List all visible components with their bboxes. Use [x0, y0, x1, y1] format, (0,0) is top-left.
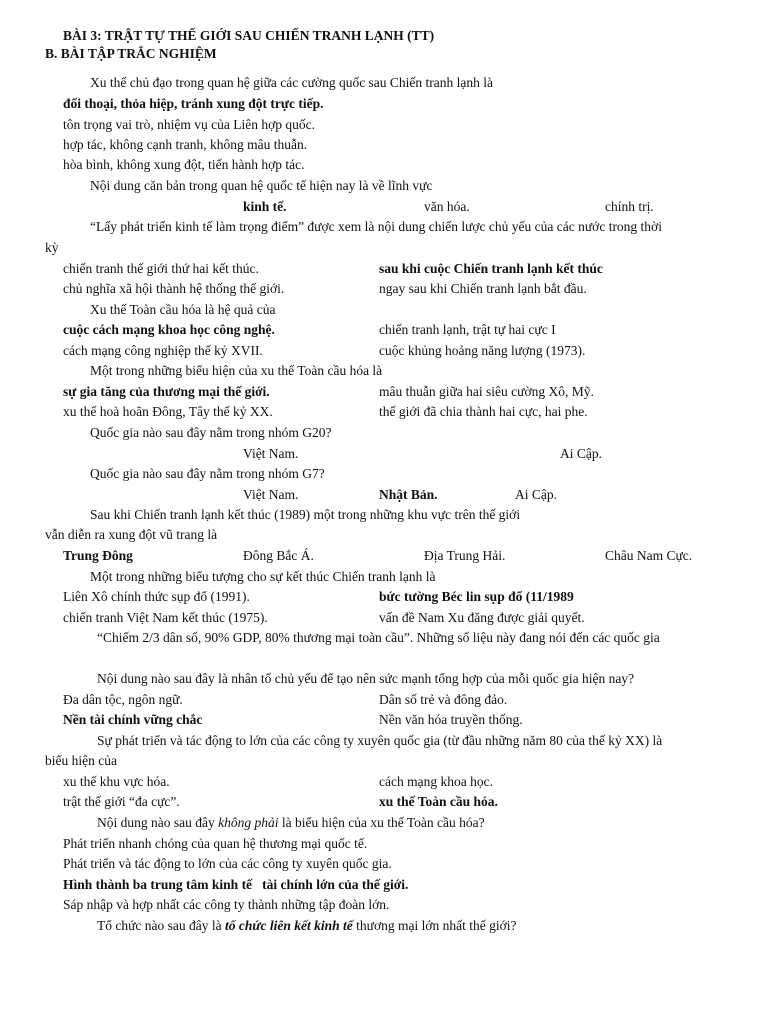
q12-option-a: xu thế khu vực hóa. [63, 774, 170, 789]
q13-option-b: Phát triển và tác động to lớn của các công ty xuyên quốc gia. [63, 856, 392, 871]
q9-option-c: chiến tranh Việt Nam kết thúc (1975). [63, 610, 268, 625]
q10-stem: “Chiếm 2/3 dân số, 90% GDP, 80% thương mại toàn cầu”. Những số liệu này đang nói đến các quốc gia [97, 630, 660, 645]
q6-option-a: Việt Nam. [243, 446, 299, 461]
q13-stem-pre: Nội dung nào sau đây [97, 815, 219, 830]
q3-option-c: chủ nghĩa xã hội thành hệ thống thế giới. [63, 281, 285, 296]
q4-option-d: cuộc khủng hoảng năng lượng (1973). [379, 343, 586, 358]
q13-option-d: Sáp nhập và hợp nhất các công ty thành những tập đoàn lớn. [63, 897, 390, 912]
q5-stem: Một trong những biểu hiện của xu thế Toàn cầu hóa là [90, 363, 383, 378]
q6-option-b: Ai Cập. [560, 446, 602, 461]
q2-option-c: chính trị. [605, 199, 654, 214]
q1-option-d: hòa bình, không xung đột, tiến hành hợp tác. [63, 157, 305, 172]
q9-stem: Một trong những biểu tượng cho sự kết thúc Chiến tranh lạnh là [90, 569, 436, 584]
q3-stem: “Lấy phát triển kinh tế làm trọng điểm” được xem là nội dung chiến lược chủ yếu của các nước trong thời [90, 219, 662, 234]
q5-option-c: xu thế hoà hoãn Đông, Tây thế kỷ XX. [63, 404, 273, 419]
q8-option-a: Trung Đông [63, 548, 133, 563]
q11-option-b: Dân số trẻ và đông đảo. [379, 692, 508, 707]
q2-stem: Nội dung căn bản trong quan hệ quốc tế hiện nay là về lĩnh vực [90, 178, 433, 193]
q4-option-a: cuộc cách mạng khoa học công nghệ. [63, 322, 275, 337]
q13-stem-post: là biểu hiện của xu thế Toàn cầu hóa? [278, 815, 485, 830]
q4-option-c: cách mạng công nghiệp thế kỷ XVII. [63, 343, 263, 358]
q7-option-b: Nhật Bản. [379, 487, 438, 502]
q3-stem-cont: kỳ [45, 240, 59, 255]
q11-option-c: Nền tài chính vững chắc [63, 712, 203, 727]
q5-option-a: sự gia tăng của thương mại thế giới. [63, 384, 270, 399]
q9-option-d: vấn đề Nam Xu đăng được giải quyết. [379, 610, 585, 625]
section-heading: B. BÀI TẬP TRẮC NGHIỆM [45, 46, 217, 61]
q6-stem: Quốc gia nào sau đây nằm trong nhóm G20? [90, 425, 332, 440]
q12-option-c: trật thế giới “đa cực”. [63, 794, 180, 809]
q14-stem-emphasis: tổ chức liên kết kinh tế [225, 918, 353, 933]
q1-stem: Xu thế chủ đạo trong quan hệ giữa các cường quốc sau Chiến tranh lạnh là [90, 75, 494, 90]
q14-stem-post: thương mại lớn nhất thế giới? [352, 918, 517, 933]
q11-option-d: Nền văn hóa truyền thống. [379, 712, 523, 727]
q4-option-b: chiến tranh lạnh, trật tự hai cực I [379, 322, 556, 337]
q3-option-d: ngay sau khi Chiến tranh lạnh bắt đầu. [379, 281, 587, 296]
q4-stem: Xu thế Toàn cầu hóa là hệ quả của [90, 302, 276, 317]
q3-option-b: sau khi cuộc Chiến tranh lạnh kết thúc [379, 261, 603, 276]
q7-option-a: Việt Nam. [243, 487, 299, 502]
q8-stem: Sau khi Chiến tranh lạnh kết thúc (1989) một trong những khu vực trên thế giới [90, 507, 521, 522]
q5-option-b: mâu thuẫn giữa hai siêu cường Xô, Mỹ. [379, 384, 594, 399]
q12-option-d: xu thế Toàn cầu hóa. [379, 794, 498, 809]
q13-stem-emphasis: không phải [218, 815, 279, 830]
q9-option-b: bức tường Béc lin sụp đổ (11/1989 [379, 589, 574, 604]
q2-option-b: văn hóa. [424, 199, 470, 214]
q2-option-a: kinh tế. [243, 199, 287, 214]
q14-stem-pre: Tổ chức nào sau đây là [97, 918, 226, 933]
page-title: BÀI 3: TRẬT TỰ THẾ GIỚI SAU CHIẾN TRANH LẠNH (TT) [63, 28, 435, 43]
q13-option-c: Hình thành ba trung tâm kinh tế tài chính lớn của thế giới. [63, 877, 409, 892]
q8-option-b: Đông Bắc Á. [243, 548, 314, 563]
q11-stem: Nội dung nào sau đây là nhân tố chủ yếu để tạo nên sức mạnh tổng hợp của mỗi quốc gia hiện nay? [97, 671, 635, 686]
q14-stem [97, 918, 516, 934]
q12-stem: Sự phát triển và tác động to lớn của các công ty xuyên quốc gia (từ đầu những năm 80 của thế kỷ XX) là [97, 733, 663, 748]
q1-option-a: đối thoại, thỏa hiệp, tránh xung đột trực tiếp. [63, 96, 324, 111]
q8-option-c: Địa Trung Hải. [424, 548, 506, 563]
q3-option-a: chiến tranh thế giới thứ hai kết thúc. [63, 261, 259, 276]
q7-stem: Quốc gia nào sau đây nằm trong nhóm G7? [90, 466, 325, 481]
q9-option-a: Liên Xô chính thức sụp đổ (1991). [63, 589, 250, 604]
q8-stem-cont: vẫn diễn ra xung đột vũ trang là [45, 527, 218, 542]
q13-stem [97, 815, 485, 831]
q1-option-b: tôn trọng vai trò, nhiệm vụ của Liên hợp quốc. [63, 117, 315, 132]
q8-option-d: Châu Nam Cực. [605, 548, 693, 563]
q5-option-d: thế giới đã chia thành hai cực, hai phe. [379, 404, 588, 419]
q13-option-a: Phát triển nhanh chóng của quan hệ thương mại quốc tế. [63, 836, 368, 851]
q12-stem-cont: biểu hiện của [45, 753, 117, 768]
q12-option-b: cách mạng khoa học. [379, 774, 493, 789]
q11-option-a: Đa dân tộc, ngôn ngữ. [63, 692, 183, 707]
q7-option-c: Ai Cập. [515, 487, 557, 502]
q1-option-c: hợp tác, không cạnh tranh, không mâu thuẫn. [63, 137, 308, 152]
